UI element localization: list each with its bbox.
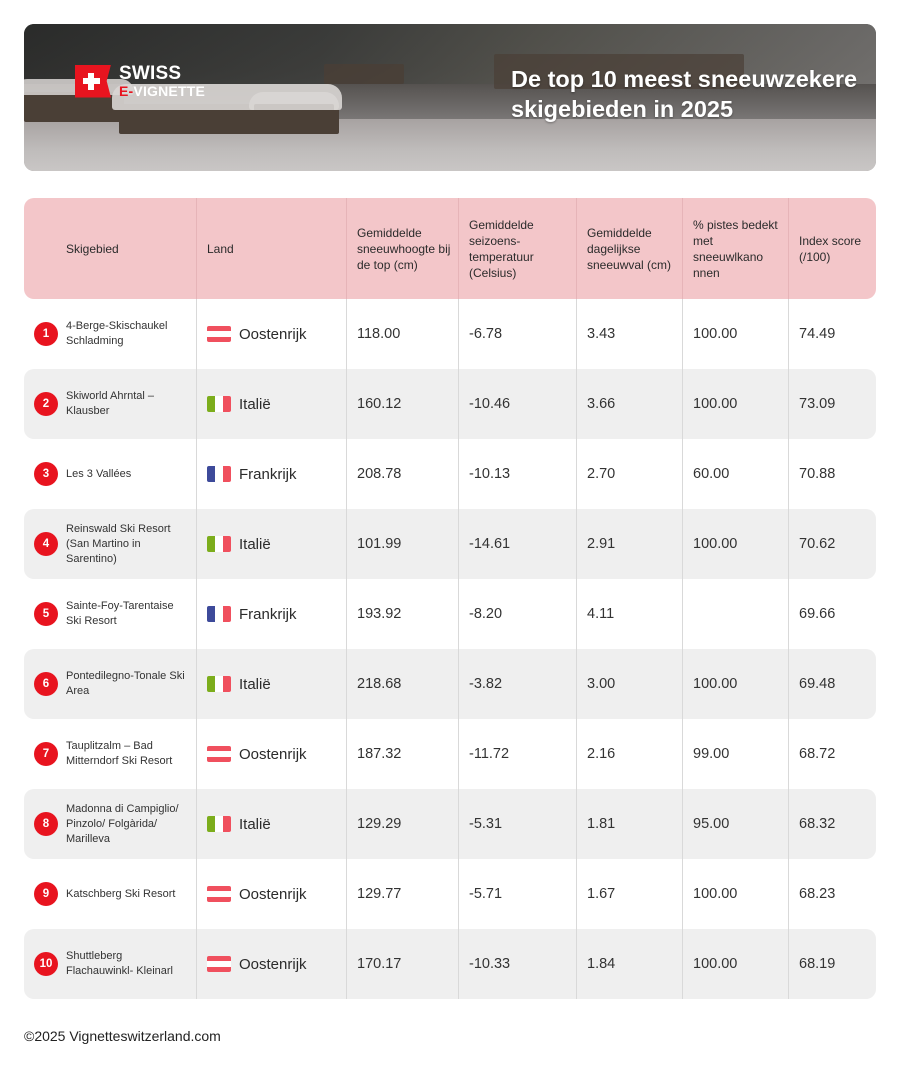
column-header-snow-cannons: % pistes bedekt met sneeuwlkano nnen (683, 198, 789, 299)
temperature-value: -10.33 (459, 929, 577, 999)
temperature-value: -14.61 (459, 509, 577, 579)
swiss-flag-icon (75, 65, 111, 98)
column-header-daily-snowfall: Gemiddelde dagelijkse sneeuwval (cm) (577, 198, 683, 299)
country-name: Italië (239, 675, 271, 693)
resort-cell (24, 299, 197, 369)
resort-cell (24, 859, 197, 929)
temperature-value: -6.78 (459, 299, 577, 369)
table-header (24, 198, 876, 299)
temperature-value: -5.31 (459, 789, 577, 859)
resort-name: Pontedilegno-Tonale Ski Area (66, 670, 185, 697)
country-name: Italië (239, 535, 271, 553)
rank-badge: 2 (34, 392, 58, 416)
rank-badge: 9 (34, 882, 58, 906)
temperature-value: -10.13 (459, 439, 577, 509)
country-cell (197, 649, 347, 719)
flag-it-icon (207, 396, 231, 412)
snow-depth-value: 160.12 (347, 369, 459, 439)
resort-name: 4-Berge-Skischaukel Schladming (66, 320, 168, 347)
brand-logo (75, 63, 205, 99)
resort-name: Skiworld Ahrntal – Klausber (66, 390, 155, 417)
country-cell (197, 369, 347, 439)
country-cell (197, 929, 347, 999)
snow-cannons-value: 100.00 (683, 509, 789, 579)
resort-cell (24, 509, 197, 579)
rank-badge: 7 (34, 742, 58, 766)
snow-cannons-value: 100.00 (683, 299, 789, 369)
snow-cannons-value: 100.00 (683, 929, 789, 999)
daily-snowfall-value: 2.70 (577, 439, 683, 509)
daily-snowfall-value: 3.43 (577, 299, 683, 369)
snow-depth-value: 170.17 (347, 929, 459, 999)
column-header-temperature: Gemiddelde seizoens- temperatuur (Celsius) (459, 198, 577, 299)
snow-depth-value: 129.77 (347, 859, 459, 929)
rank-badge: 4 (34, 532, 58, 556)
resort-cell (24, 439, 197, 509)
rank-badge: 10 (34, 952, 58, 976)
resort-name: Madonna di Campiglio/ Pinzolo/ Folgàrida/ Marilleva (66, 802, 179, 845)
index-score-value: 68.72 (799, 746, 836, 762)
country-cell (197, 299, 347, 369)
snow-cannons-value: 100.00 (683, 369, 789, 439)
country-name: Italië (239, 815, 271, 833)
rank-badge: 1 (34, 322, 58, 346)
flag-it-icon (207, 536, 231, 552)
table-row (24, 299, 876, 369)
daily-snowfall-value: 4.11 (577, 579, 683, 649)
daily-snowfall-value: 3.00 (577, 649, 683, 719)
table-body (24, 299, 876, 999)
country-name: Frankrijk (239, 605, 297, 623)
rank-badge: 6 (34, 672, 58, 696)
table-row (24, 789, 876, 859)
snow-depth-value: 187.32 (347, 719, 459, 789)
resort-name: Reinswald Ski Resort (San Martino in Sarentino) (66, 522, 171, 565)
table-row (24, 929, 876, 999)
temperature-value: -11.72 (459, 719, 577, 789)
banner-photo-chalet (324, 64, 404, 84)
snow-depth-value: 118.00 (347, 299, 459, 369)
country-cell (197, 789, 347, 859)
daily-snowfall-value: 2.16 (577, 719, 683, 789)
snow-depth-value: 218.68 (347, 649, 459, 719)
temperature-value: -5.71 (459, 859, 577, 929)
resort-cell (24, 649, 197, 719)
daily-snowfall-value: 1.67 (577, 859, 683, 929)
index-score-value: 74.49 (799, 326, 836, 342)
logo-line-1: SWISS (119, 63, 182, 84)
snow-depth-value: 208.78 (347, 439, 459, 509)
temperature-value: -8.20 (459, 579, 577, 649)
daily-snowfall-value: 1.81 (577, 789, 683, 859)
header-banner (24, 24, 876, 171)
column-header-country: Land (197, 198, 347, 299)
rank-badge: 3 (34, 462, 58, 486)
snow-cannons-value: 100.00 (683, 649, 789, 719)
snow-cannons-value: 60.00 (683, 439, 789, 509)
table-row (24, 439, 876, 509)
resort-cell (24, 789, 197, 859)
temperature-value: -10.46 (459, 369, 577, 439)
resort-name: Katschberg Ski Resort (66, 887, 176, 900)
resort-cell (24, 579, 197, 649)
snow-cannons-value: 100.00 (683, 859, 789, 929)
logo-line-2: E-VIGNETTE (119, 83, 206, 99)
page-title: De top 10 meest sneeuwzekere skigebieden in 2025 (511, 66, 858, 122)
column-header-index-score: Index score (/100) (799, 233, 862, 264)
index-score-value: 70.88 (799, 466, 836, 482)
daily-snowfall-value: 3.66 (577, 369, 683, 439)
index-score-value: 68.19 (799, 956, 836, 972)
flag-it-icon (207, 816, 231, 832)
copyright-footer: ©2025 Vignetteswitzerland.com (24, 1028, 221, 1044)
table-row (24, 859, 876, 929)
index-score-value: 68.23 (799, 886, 836, 902)
resort-cell (24, 719, 197, 789)
country-cell (197, 859, 347, 929)
country-cell (197, 509, 347, 579)
daily-snowfall-value: 1.84 (577, 929, 683, 999)
flag-at-icon (207, 326, 231, 342)
table-row (24, 369, 876, 439)
country-cell (197, 439, 347, 509)
banner-photo-roof (249, 92, 339, 110)
daily-snowfall-value: 2.91 (577, 509, 683, 579)
country-name: Frankrijk (239, 465, 297, 483)
table-row (24, 509, 876, 579)
rank-badge: 5 (34, 602, 58, 626)
index-score-value: 68.32 (799, 816, 836, 832)
country-cell (197, 719, 347, 789)
resort-cell (24, 369, 197, 439)
table-row (24, 579, 876, 649)
index-score-value: 73.09 (799, 396, 836, 412)
snow-depth-value: 101.99 (347, 509, 459, 579)
snow-cannons-value (683, 579, 789, 649)
column-header-resort: Skigebied (24, 198, 197, 299)
ski-resort-table (24, 198, 876, 999)
resort-cell (24, 929, 197, 999)
resort-name: Tauplitzalm – Bad Mitterndorf Ski Resort (66, 740, 173, 767)
column-header-snow-depth: Gemiddelde sneeuwhoogte bij de top (cm) (347, 198, 459, 299)
rank-badge: 8 (34, 812, 58, 836)
index-score-value: 69.66 (799, 606, 836, 622)
country-name: Oostenrijk (239, 955, 307, 973)
table-row (24, 719, 876, 789)
country-cell (197, 579, 347, 649)
flag-fr-icon (207, 466, 231, 482)
snow-depth-value: 129.29 (347, 789, 459, 859)
temperature-value: -3.82 (459, 649, 577, 719)
flag-at-icon (207, 746, 231, 762)
flag-it-icon (207, 676, 231, 692)
country-name: Italië (239, 395, 271, 413)
resort-name: Shuttleberg Flachauwinkl- Kleinarl (66, 950, 173, 977)
country-name: Oostenrijk (239, 745, 307, 763)
country-name: Oostenrijk (239, 885, 307, 903)
country-name: Oostenrijk (239, 325, 307, 343)
resort-name: Les 3 Vallées (66, 467, 132, 480)
snow-cannons-value: 95.00 (683, 789, 789, 859)
index-score-value: 69.48 (799, 676, 836, 692)
table-row (24, 649, 876, 719)
flag-fr-icon (207, 606, 231, 622)
resort-name: Sainte-Foy-Tarentaise Ski Resort (66, 600, 174, 627)
flag-at-icon (207, 956, 231, 972)
flag-at-icon (207, 886, 231, 902)
snow-cannons-value: 99.00 (683, 719, 789, 789)
index-score-value: 70.62 (799, 536, 836, 552)
snow-depth-value: 193.92 (347, 579, 459, 649)
